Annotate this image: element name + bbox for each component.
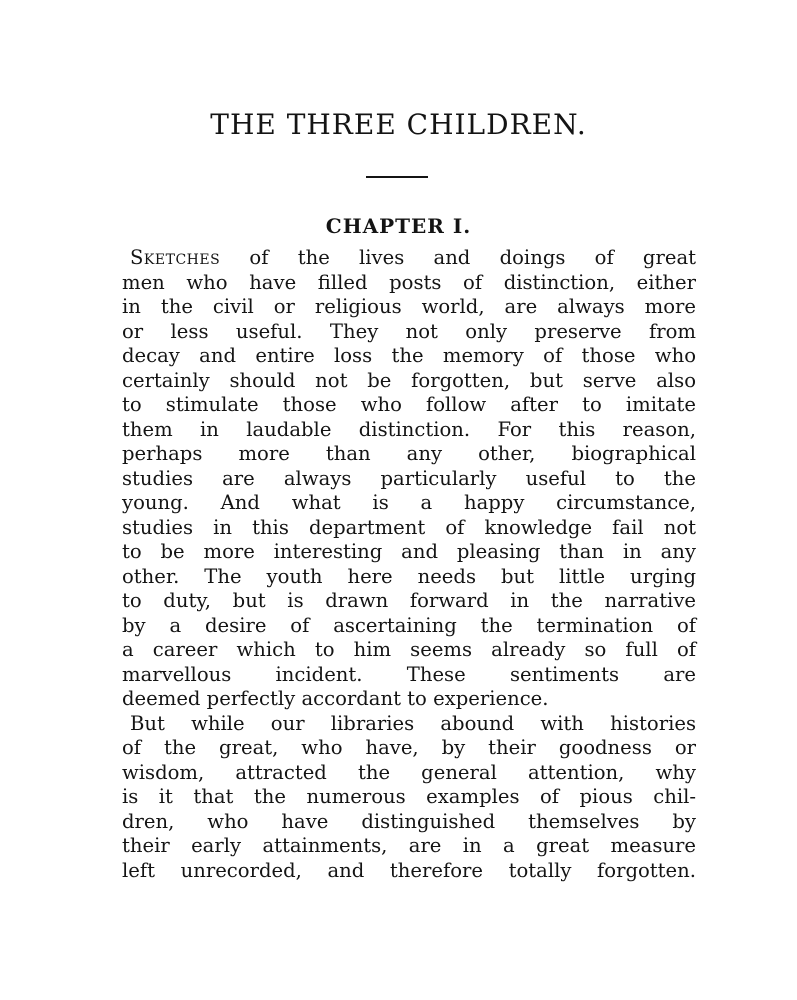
text-line: or less useful. They not only preserve from <box>122 319 696 343</box>
text-line: them in laudable distinction. For this reason, <box>122 417 696 441</box>
text-line: marvellous incident. These sentiments are <box>122 662 696 686</box>
lead-word: Sketches <box>130 246 221 269</box>
text-line: certainly should not be forgotten, but serve also <box>122 368 696 392</box>
text-line: decay and entire loss the memory of those who <box>122 344 696 367</box>
text-line: their early attainments, are in a great measure <box>122 834 696 857</box>
text-line: studies in this department of knowledge fail not <box>122 515 696 539</box>
chapter-heading: CHAPTER I. <box>325 214 472 238</box>
body-text <box>122 246 696 883</box>
text-line: deemed perfectly accordant to experience. <box>122 687 549 710</box>
text-line: left unrecorded, and therefore totally forgotten. <box>122 858 696 882</box>
text-line: to be more interesting and pleasing than in any <box>122 540 696 563</box>
text-line: in the civil or religious world, are always more <box>122 295 696 318</box>
text-line: a career which to him seems already so full of <box>122 638 696 661</box>
text-line: men who have filled posts of distinction, either <box>122 270 696 294</box>
text-line: is it that the numerous examples of pious chil- <box>122 785 696 808</box>
page-title: THE THREE CHILDREN. <box>210 108 587 141</box>
text-line: to stimulate those who follow after to imitate <box>122 393 696 416</box>
text-line: But while our libraries abound with histories <box>130 711 696 735</box>
text-line: wisdom, attracted the general attention, why <box>122 760 696 784</box>
text-line: of the great, who have, by their goodness or <box>122 736 696 759</box>
title-divider <box>366 176 428 178</box>
text-line: studies are always particularly useful to the <box>122 466 696 490</box>
text-line: Sketches of the lives and doings of great <box>130 246 696 269</box>
text-line: young. And what is a happy circumstance, <box>122 491 696 514</box>
text-line: by a desire of ascertaining the termination of <box>122 613 696 637</box>
text-line: other. The youth here needs but little urging <box>122 564 696 588</box>
text-line: dren, who have distinguished themselves by <box>122 809 696 833</box>
text-line: perhaps more than any other, biographical <box>122 442 696 465</box>
text-line: to duty, but is drawn forward in the narrative <box>122 589 696 612</box>
